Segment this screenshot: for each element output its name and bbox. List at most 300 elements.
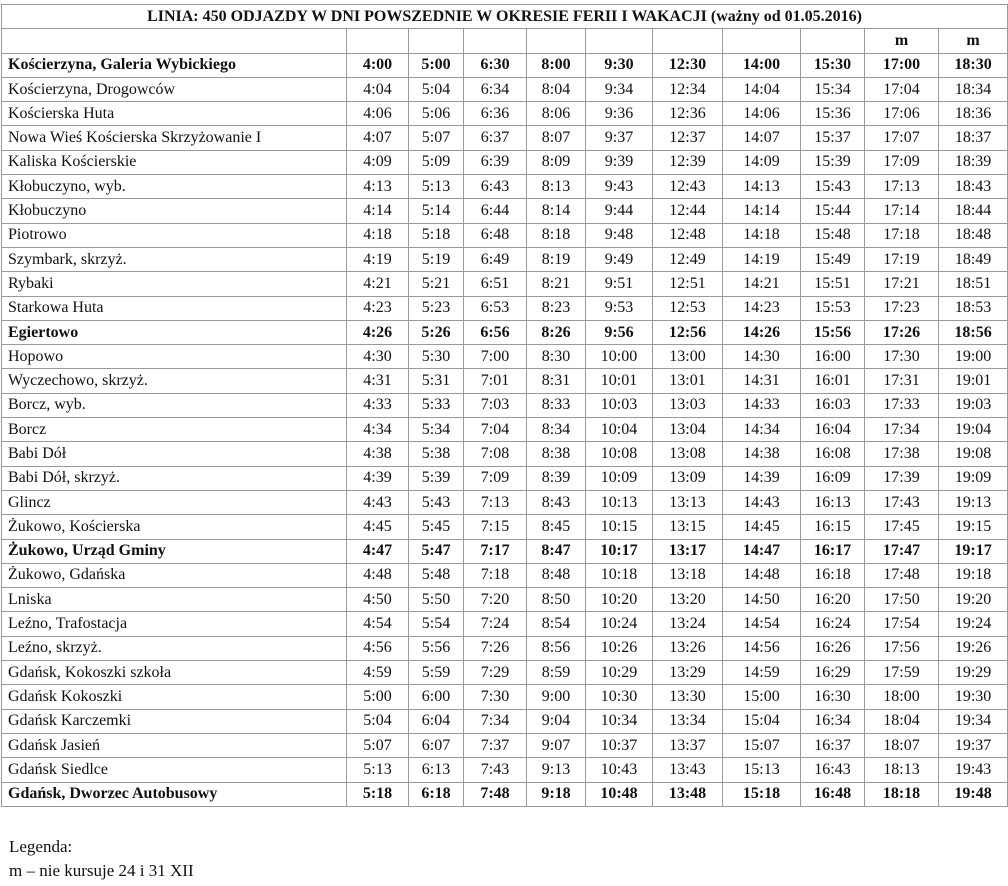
departure-time: 17:21 <box>865 272 939 296</box>
departure-time: 10:48 <box>586 782 653 806</box>
departure-time: 18:37 <box>939 126 1008 150</box>
departure-time: 13:00 <box>653 345 723 369</box>
departure-time: 6:04 <box>409 709 464 733</box>
departure-time: 18:56 <box>939 320 1008 344</box>
stop-name: Borcz, wyb. <box>2 393 347 417</box>
table-row <box>2 126 1008 150</box>
departure-time: 6:13 <box>409 758 464 782</box>
departure-time: 16:09 <box>801 466 865 490</box>
departure-time: 8:48 <box>527 563 586 587</box>
stop-name: Kościerzyna, Galeria Wybickiego <box>2 53 347 77</box>
departure-time: 6:37 <box>464 126 527 150</box>
departure-time: 17:38 <box>865 442 939 466</box>
departure-time: 13:01 <box>653 369 723 393</box>
stop-name: Borcz <box>2 418 347 442</box>
departure-time: 14:09 <box>723 150 801 174</box>
departure-time: 4:00 <box>347 53 409 77</box>
departure-time: 6:00 <box>409 685 464 709</box>
departure-time: 8:00 <box>527 53 586 77</box>
departure-time: 18:49 <box>939 247 1008 271</box>
departure-time: 17:30 <box>865 345 939 369</box>
departure-time: 8:04 <box>527 77 586 101</box>
departure-time: 14:54 <box>723 612 801 636</box>
departure-time: 14:31 <box>723 369 801 393</box>
departure-time: 15:56 <box>801 320 865 344</box>
departure-time: 17:59 <box>865 661 939 685</box>
departure-time: 14:59 <box>723 661 801 685</box>
departure-time: 6:36 <box>464 102 527 126</box>
departure-time: 14:07 <box>723 126 801 150</box>
departure-time: 5:07 <box>409 126 464 150</box>
departure-time: 16:18 <box>801 563 865 587</box>
departure-time: 19:13 <box>939 490 1008 514</box>
departure-time: 9:13 <box>527 758 586 782</box>
departure-time: 18:04 <box>865 709 939 733</box>
departure-time: 10:26 <box>586 636 653 660</box>
departure-time: 10:13 <box>586 490 653 514</box>
departure-time: 14:33 <box>723 393 801 417</box>
table-row <box>2 345 1008 369</box>
departure-time: 17:04 <box>865 77 939 101</box>
departure-time: 4:07 <box>347 126 409 150</box>
departure-time: 12:30 <box>653 53 723 77</box>
departure-time: 14:30 <box>723 345 801 369</box>
table-row <box>2 612 1008 636</box>
departure-time: 13:08 <box>653 442 723 466</box>
departure-time: 19:18 <box>939 563 1008 587</box>
departure-time: 10:29 <box>586 661 653 685</box>
departure-time: 17:06 <box>865 102 939 126</box>
departure-time: 16:20 <box>801 588 865 612</box>
departure-time: 6:53 <box>464 296 527 320</box>
departure-time: 7:17 <box>464 539 527 563</box>
departure-time: 13:29 <box>653 661 723 685</box>
departure-time: 7:30 <box>464 685 527 709</box>
departure-time: 8:39 <box>527 466 586 490</box>
departure-time: 4:34 <box>347 418 409 442</box>
table-row <box>2 588 1008 612</box>
stop-name: Rybaki <box>2 272 347 296</box>
departure-time: 12:51 <box>653 272 723 296</box>
departure-time: 6:39 <box>464 150 527 174</box>
departure-time: 19:01 <box>939 369 1008 393</box>
table-row <box>2 563 1008 587</box>
stop-name: Kłobuczyno <box>2 199 347 223</box>
departure-time: 7:48 <box>464 782 527 806</box>
departure-time: 19:03 <box>939 393 1008 417</box>
departure-time: 10:08 <box>586 442 653 466</box>
departure-time: 17:54 <box>865 612 939 636</box>
table-row <box>2 636 1008 660</box>
stop-name: Lniska <box>2 588 347 612</box>
departure-time: 7:37 <box>464 733 527 757</box>
departure-time: 7:03 <box>464 393 527 417</box>
departure-time: 13:26 <box>653 636 723 660</box>
departure-time: 4:19 <box>347 247 409 271</box>
departure-time: 10:00 <box>586 345 653 369</box>
departure-time: 13:37 <box>653 733 723 757</box>
departure-time: 13:18 <box>653 563 723 587</box>
stop-name: Żukowo, Kościerska <box>2 515 347 539</box>
departure-time: 4:23 <box>347 296 409 320</box>
departure-time: 8:26 <box>527 320 586 344</box>
departure-time: 18:48 <box>939 223 1008 247</box>
stop-name: Żukowo, Urząd Gminy <box>2 539 347 563</box>
stop-name: Leźno, Trafostacja <box>2 612 347 636</box>
departure-time: 18:07 <box>865 733 939 757</box>
departure-time: 5:26 <box>409 320 464 344</box>
departure-time: 15:39 <box>801 150 865 174</box>
table-row <box>2 272 1008 296</box>
departure-time: 9:04 <box>527 709 586 733</box>
departure-time: 17:48 <box>865 563 939 587</box>
departure-time: 9:51 <box>586 272 653 296</box>
departure-time: 14:23 <box>723 296 801 320</box>
departure-time: 6:07 <box>409 733 464 757</box>
departure-time: 16:08 <box>801 442 865 466</box>
table-row <box>2 539 1008 563</box>
departure-time: 8:59 <box>527 661 586 685</box>
table-row <box>2 442 1008 466</box>
stop-name: Kościerska Huta <box>2 102 347 126</box>
table-row <box>2 758 1008 782</box>
departure-time: 5:19 <box>409 247 464 271</box>
departure-time: 19:20 <box>939 588 1008 612</box>
departure-time: 5:00 <box>347 685 409 709</box>
departure-time: 10:17 <box>586 539 653 563</box>
departure-time: 5:18 <box>409 223 464 247</box>
departure-time: 15:00 <box>723 685 801 709</box>
stop-name: Gdańsk Karczemki <box>2 709 347 733</box>
departure-time: 16:00 <box>801 345 865 369</box>
departure-time: 19:00 <box>939 345 1008 369</box>
departure-time: 12:44 <box>653 199 723 223</box>
departure-time: 7:29 <box>464 661 527 685</box>
departure-time: 15:44 <box>801 199 865 223</box>
departure-time: 13:20 <box>653 588 723 612</box>
departure-time: 15:53 <box>801 296 865 320</box>
departure-time: 7:00 <box>464 345 527 369</box>
departure-time: 17:34 <box>865 418 939 442</box>
departure-time: 8:33 <box>527 393 586 417</box>
departure-time: 7:08 <box>464 442 527 466</box>
departure-time: 7:18 <box>464 563 527 587</box>
departure-time: 6:49 <box>464 247 527 271</box>
departure-time: 9:48 <box>586 223 653 247</box>
departure-time: 15:36 <box>801 102 865 126</box>
departure-time: 15:18 <box>723 782 801 806</box>
timetable-title: LINIA: 450 ODJAZDY W DNI POWSZEDNIE W OKRESIE FERII I WAKACJI (ważny od 01.05.2016) <box>2 5 1008 29</box>
departure-time: 12:39 <box>653 150 723 174</box>
departure-time: 5:30 <box>409 345 464 369</box>
departure-time: 19:37 <box>939 733 1008 757</box>
departure-time: 9:18 <box>527 782 586 806</box>
departure-time: 13:48 <box>653 782 723 806</box>
departure-time: 8:14 <box>527 199 586 223</box>
table-row <box>2 223 1008 247</box>
departure-time: 5:14 <box>409 199 464 223</box>
departure-time: 10:34 <box>586 709 653 733</box>
departure-time: 5:13 <box>347 758 409 782</box>
departure-time: 16:13 <box>801 490 865 514</box>
departure-time: 6:18 <box>409 782 464 806</box>
departure-time: 18:34 <box>939 77 1008 101</box>
departure-time: 16:30 <box>801 685 865 709</box>
departure-time: 7:09 <box>464 466 527 490</box>
departure-time: 17:19 <box>865 247 939 271</box>
departure-time: 18:51 <box>939 272 1008 296</box>
departure-time: 12:49 <box>653 247 723 271</box>
departure-time: 19:08 <box>939 442 1008 466</box>
departure-time: 9:37 <box>586 126 653 150</box>
departure-time: 4:56 <box>347 636 409 660</box>
departure-time: 8:23 <box>527 296 586 320</box>
departure-time: 5:06 <box>409 102 464 126</box>
departure-time: 18:43 <box>939 175 1008 199</box>
table-row <box>2 418 1008 442</box>
departure-time: 13:17 <box>653 539 723 563</box>
departure-time: 8:38 <box>527 442 586 466</box>
course-mark <box>464 29 527 53</box>
departure-time: 14:06 <box>723 102 801 126</box>
departure-time: 16:04 <box>801 418 865 442</box>
departure-time: 4:54 <box>347 612 409 636</box>
departure-time: 8:19 <box>527 247 586 271</box>
departure-time: 6:43 <box>464 175 527 199</box>
departure-time: 12:36 <box>653 102 723 126</box>
table-row <box>2 150 1008 174</box>
departure-time: 19:26 <box>939 636 1008 660</box>
departure-time: 14:48 <box>723 563 801 587</box>
course-mark <box>723 29 801 53</box>
departure-time: 14:00 <box>723 53 801 77</box>
departure-time: 14:14 <box>723 199 801 223</box>
departure-time: 7:13 <box>464 490 527 514</box>
departure-time: 14:38 <box>723 442 801 466</box>
departure-time: 15:51 <box>801 272 865 296</box>
stop-name: Kościerzyna, Drogowców <box>2 77 347 101</box>
table-row <box>2 490 1008 514</box>
departure-time: 5:54 <box>409 612 464 636</box>
stop-name: Wyczechowo, skrzyż. <box>2 369 347 393</box>
departure-time: 14:19 <box>723 247 801 271</box>
stop-name: Kłobuczyno, wyb. <box>2 175 347 199</box>
departure-time: 9:07 <box>527 733 586 757</box>
departure-time: 10:37 <box>586 733 653 757</box>
departure-time: 16:15 <box>801 515 865 539</box>
departure-time: 17:00 <box>865 53 939 77</box>
departure-time: 4:33 <box>347 393 409 417</box>
table-row <box>2 733 1008 757</box>
departure-time: 6:30 <box>464 53 527 77</box>
departure-time: 16:17 <box>801 539 865 563</box>
legend-entry: m – nie kursuje 24 i 31 XII <box>9 861 194 880</box>
departure-time: 8:34 <box>527 418 586 442</box>
departure-time: 10:15 <box>586 515 653 539</box>
departure-time: 16:24 <box>801 612 865 636</box>
departure-time: 7:26 <box>464 636 527 660</box>
departure-time: 17:18 <box>865 223 939 247</box>
table-row <box>2 175 1008 199</box>
departure-time: 16:43 <box>801 758 865 782</box>
departure-time: 17:47 <box>865 539 939 563</box>
departure-time: 4:30 <box>347 345 409 369</box>
stop-name: Starkowa Huta <box>2 296 347 320</box>
departure-time: 6:56 <box>464 320 527 344</box>
timetable <box>1 4 1008 807</box>
departure-time: 13:34 <box>653 709 723 733</box>
departure-time: 8:56 <box>527 636 586 660</box>
departure-time: 14:13 <box>723 175 801 199</box>
departure-time: 15:13 <box>723 758 801 782</box>
departure-time: 18:30 <box>939 53 1008 77</box>
departure-time: 16:48 <box>801 782 865 806</box>
departure-time: 15:49 <box>801 247 865 271</box>
departure-time: 5:13 <box>409 175 464 199</box>
departure-time: 19:30 <box>939 685 1008 709</box>
departure-time: 15:04 <box>723 709 801 733</box>
departure-time: 19:17 <box>939 539 1008 563</box>
departure-time: 14:47 <box>723 539 801 563</box>
table-row <box>2 685 1008 709</box>
departure-time: 5:21 <box>409 272 464 296</box>
departure-time: 9:30 <box>586 53 653 77</box>
departure-time: 5:04 <box>409 77 464 101</box>
departure-time: 4:47 <box>347 539 409 563</box>
departure-time: 10:04 <box>586 418 653 442</box>
departure-time: 9:43 <box>586 175 653 199</box>
departure-time: 4:21 <box>347 272 409 296</box>
departure-time: 5:09 <box>409 150 464 174</box>
departure-time: 15:48 <box>801 223 865 247</box>
departure-time: 4:13 <box>347 175 409 199</box>
departure-time: 4:38 <box>347 442 409 466</box>
departure-time: 17:26 <box>865 320 939 344</box>
departure-time: 15:30 <box>801 53 865 77</box>
departure-time: 17:23 <box>865 296 939 320</box>
departure-time: 17:50 <box>865 588 939 612</box>
course-mark: m <box>939 29 1008 53</box>
departure-time: 5:56 <box>409 636 464 660</box>
table-row <box>2 247 1008 271</box>
departure-time: 16:37 <box>801 733 865 757</box>
departure-time: 4:50 <box>347 588 409 612</box>
departure-time: 13:24 <box>653 612 723 636</box>
departure-time: 15:37 <box>801 126 865 150</box>
departure-time: 4:43 <box>347 490 409 514</box>
table-row <box>2 77 1008 101</box>
stop-name: Babi Dół <box>2 442 347 466</box>
departure-time: 5:59 <box>409 661 464 685</box>
departure-time: 8:47 <box>527 539 586 563</box>
departure-time: 9:53 <box>586 296 653 320</box>
departure-time: 12:34 <box>653 77 723 101</box>
departure-time: 14:43 <box>723 490 801 514</box>
departure-time: 16:34 <box>801 709 865 733</box>
departure-time: 4:48 <box>347 563 409 587</box>
table-row <box>2 661 1008 685</box>
departure-time: 5:34 <box>409 418 464 442</box>
departure-time: 12:53 <box>653 296 723 320</box>
departure-time: 17:07 <box>865 126 939 150</box>
departure-time: 5:45 <box>409 515 464 539</box>
stop-name: Babi Dół, skrzyż. <box>2 466 347 490</box>
course-mark <box>527 29 586 53</box>
departure-time: 14:56 <box>723 636 801 660</box>
departure-time: 9:34 <box>586 77 653 101</box>
stop-name: Kaliska Kościerskie <box>2 150 347 174</box>
departure-time: 18:53 <box>939 296 1008 320</box>
timetable-body <box>2 5 1008 807</box>
departure-time: 13:43 <box>653 758 723 782</box>
marks-row <box>2 29 1008 53</box>
departure-time: 15:43 <box>801 175 865 199</box>
course-mark <box>347 29 409 53</box>
departure-time: 13:13 <box>653 490 723 514</box>
departure-time: 7:15 <box>464 515 527 539</box>
departure-time: 6:44 <box>464 199 527 223</box>
departure-time: 4:45 <box>347 515 409 539</box>
departure-time: 19:48 <box>939 782 1008 806</box>
departure-time: 16:29 <box>801 661 865 685</box>
departure-time: 14:04 <box>723 77 801 101</box>
departure-time: 19:04 <box>939 418 1008 442</box>
departure-time: 5:38 <box>409 442 464 466</box>
table-row <box>2 199 1008 223</box>
departure-time: 7:24 <box>464 612 527 636</box>
departure-time: 10:09 <box>586 466 653 490</box>
table-row <box>2 782 1008 806</box>
departure-time: 18:18 <box>865 782 939 806</box>
departure-time: 16:03 <box>801 393 865 417</box>
departure-time: 16:26 <box>801 636 865 660</box>
departure-time: 14:18 <box>723 223 801 247</box>
stop-name: Leźno, skrzyż. <box>2 636 347 660</box>
table-row <box>2 53 1008 77</box>
departure-time: 19:09 <box>939 466 1008 490</box>
departure-time: 8:09 <box>527 150 586 174</box>
table-row <box>2 393 1008 417</box>
stop-name: Glincz <box>2 490 347 514</box>
course-mark <box>653 29 723 53</box>
departure-time: 4:04 <box>347 77 409 101</box>
departure-time: 5:47 <box>409 539 464 563</box>
departure-time: 17:43 <box>865 490 939 514</box>
departure-time: 14:45 <box>723 515 801 539</box>
course-mark <box>801 29 865 53</box>
legend <box>9 835 194 883</box>
table-row <box>2 369 1008 393</box>
course-mark: m <box>865 29 939 53</box>
departure-time: 8:31 <box>527 369 586 393</box>
departure-time: 8:18 <box>527 223 586 247</box>
departure-time: 18:44 <box>939 199 1008 223</box>
stop-name: Gdańsk Kokoszki <box>2 685 347 709</box>
departure-time: 7:01 <box>464 369 527 393</box>
stop-name: Gdańsk Jasień <box>2 733 347 757</box>
table-row <box>2 320 1008 344</box>
departure-time: 17:33 <box>865 393 939 417</box>
departure-time: 9:56 <box>586 320 653 344</box>
departure-time: 10:18 <box>586 563 653 587</box>
departure-time: 12:48 <box>653 223 723 247</box>
departure-time: 9:36 <box>586 102 653 126</box>
departure-time: 10:01 <box>586 369 653 393</box>
departure-time: 17:56 <box>865 636 939 660</box>
departure-time: 17:45 <box>865 515 939 539</box>
departure-time: 5:31 <box>409 369 464 393</box>
departure-time: 8:43 <box>527 490 586 514</box>
